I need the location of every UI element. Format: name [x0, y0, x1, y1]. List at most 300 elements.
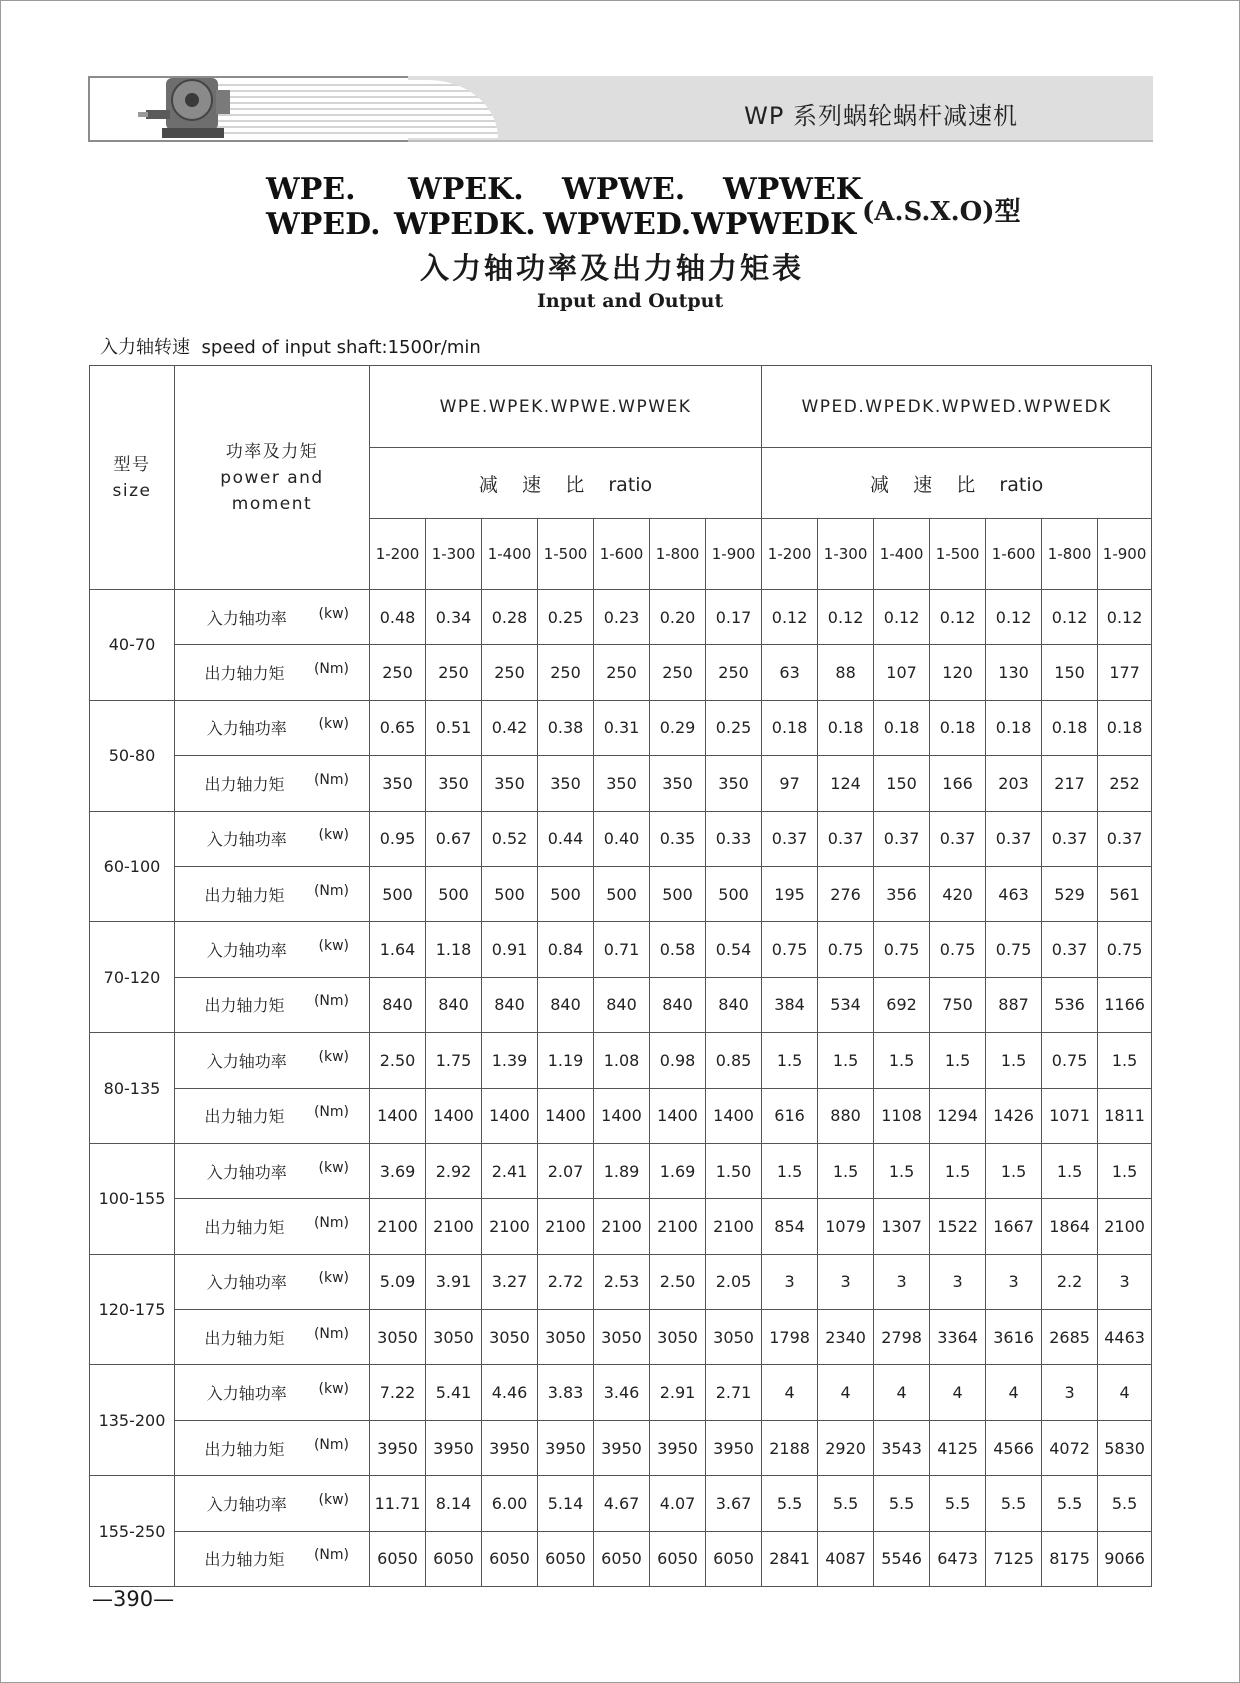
power-value-cell: 3 — [874, 1254, 930, 1309]
torque-value-cell: 3050 — [482, 1310, 538, 1365]
input-speed-note: 入力轴转速 speed of input shaft:1500r/min — [100, 337, 481, 358]
ratio-header-cell: 1-600 — [594, 519, 650, 590]
power-value-cell: 0.12 — [762, 590, 818, 645]
torque-value-cell: 250 — [426, 645, 482, 700]
torque-value-cell: 2100 — [370, 1199, 426, 1254]
output-torque-label — [175, 1199, 370, 1254]
input-power-label — [175, 1365, 370, 1420]
torque-value-cell: 1400 — [370, 1088, 426, 1143]
power-value-cell: 0.28 — [482, 590, 538, 645]
torque-value-cell: 2100 — [706, 1199, 762, 1254]
power-value-cell: 0.84 — [538, 922, 594, 977]
power-value-cell: 3.27 — [482, 1254, 538, 1309]
table-row — [90, 700, 1152, 755]
power-value-cell: 0.18 — [1042, 700, 1098, 755]
power-value-cell: 4.46 — [482, 1365, 538, 1420]
torque-value-cell: 1166 — [1098, 977, 1152, 1032]
size-cell: 155-250 — [90, 1476, 175, 1587]
torque-value-cell: 107 — [874, 645, 930, 700]
unit-label: (kw) — [318, 938, 349, 955]
unit-label: (Nm) — [313, 882, 349, 899]
title-suffix: (A.S.X.O)型 — [862, 197, 1021, 227]
power-value-cell: 1.69 — [650, 1143, 706, 1198]
torque-value-cell: 350 — [370, 756, 426, 811]
power-value-cell: 0.18 — [762, 700, 818, 755]
power-value-cell: 1.5 — [762, 1143, 818, 1198]
row-label-text: 出力轴力矩 — [204, 664, 285, 684]
torque-value-cell: 536 — [1042, 977, 1098, 1032]
table-row — [90, 1420, 1152, 1475]
power-value-cell: 0.12 — [1042, 590, 1098, 645]
unit-label: (Nm) — [313, 993, 349, 1010]
torque-value-cell: 250 — [706, 645, 762, 700]
power-value-cell: 4.07 — [650, 1476, 706, 1531]
power-value-cell: 0.48 — [370, 590, 426, 645]
torque-value-cell: 2100 — [426, 1199, 482, 1254]
power-value-cell: 8.14 — [426, 1476, 482, 1531]
torque-value-cell: 616 — [762, 1088, 818, 1143]
power-value-cell: 3 — [1042, 1365, 1098, 1420]
ratio-header-cell: 1-800 — [650, 519, 706, 590]
gearbox-product-image — [138, 64, 248, 144]
power-value-cell: 5.5 — [930, 1476, 986, 1531]
input-power-label — [175, 922, 370, 977]
torque-value-cell: 3950 — [706, 1420, 762, 1475]
torque-value-cell: 3950 — [370, 1420, 426, 1475]
power-value-cell: 3.83 — [538, 1365, 594, 1420]
torque-value-cell: 250 — [538, 645, 594, 700]
torque-value-cell: 500 — [370, 866, 426, 921]
torque-value-cell: 250 — [370, 645, 426, 700]
power-value-cell: 5.5 — [818, 1476, 874, 1531]
torque-value-cell: 1400 — [482, 1088, 538, 1143]
torque-value-cell: 5830 — [1098, 1420, 1152, 1475]
power-value-cell: 1.5 — [874, 1143, 930, 1198]
power-value-cell: 2.72 — [538, 1254, 594, 1309]
torque-value-cell: 3050 — [706, 1310, 762, 1365]
torque-value-cell: 1071 — [1042, 1088, 1098, 1143]
power-value-cell: 0.65 — [370, 700, 426, 755]
torque-value-cell: 350 — [706, 756, 762, 811]
power-value-cell: 4 — [1098, 1365, 1152, 1420]
power-value-cell: 0.12 — [1098, 590, 1152, 645]
power-value-cell: 0.37 — [930, 811, 986, 866]
torque-value-cell: 529 — [1042, 866, 1098, 921]
torque-value-cell: 250 — [482, 645, 538, 700]
ratio-header-cell: 1-400 — [482, 519, 538, 590]
torque-value-cell: 1798 — [762, 1310, 818, 1365]
torque-value-cell: 1864 — [1042, 1199, 1098, 1254]
english-title: Input and Output — [537, 290, 724, 312]
torque-value-cell: 2920 — [818, 1420, 874, 1475]
power-value-cell: 5.5 — [874, 1476, 930, 1531]
power-value-cell: 0.75 — [986, 922, 1042, 977]
ratio-header-cell: 1-500 — [538, 519, 594, 590]
torque-value-cell: 692 — [874, 977, 930, 1032]
power-value-cell: 0.25 — [706, 700, 762, 755]
unit-label: (kw) — [318, 1048, 349, 1065]
power-value-cell: 3 — [1098, 1254, 1152, 1309]
torque-value-cell: 3050 — [426, 1310, 482, 1365]
row-label-text: 出力轴力矩 — [204, 1217, 285, 1237]
torque-value-cell: 350 — [426, 756, 482, 811]
power-value-cell: 1.18 — [426, 922, 482, 977]
torque-value-cell: 840 — [706, 977, 762, 1032]
torque-value-cell: 500 — [482, 866, 538, 921]
power-value-cell: 1.50 — [706, 1143, 762, 1198]
table-row — [90, 1088, 1152, 1143]
title-wpwe: WPWE. — [562, 172, 686, 207]
table-row — [90, 811, 1152, 866]
power-value-cell: 0.75 — [1042, 1033, 1098, 1088]
torque-value-cell: 500 — [426, 866, 482, 921]
torque-value-cell: 203 — [986, 756, 1042, 811]
ratio-header-cell: 1-800 — [1042, 519, 1098, 590]
output-torque-label — [175, 1531, 370, 1586]
input-power-label — [175, 1143, 370, 1198]
torque-value-cell: 5546 — [874, 1531, 930, 1586]
power-value-cell: 3.67 — [706, 1476, 762, 1531]
power-value-cell: 5.41 — [426, 1365, 482, 1420]
power-value-cell: 1.5 — [986, 1033, 1042, 1088]
torque-value-cell: 500 — [538, 866, 594, 921]
unit-label: (Nm) — [313, 661, 349, 678]
power-value-cell: 0.37 — [1042, 811, 1098, 866]
power-value-cell: 0.75 — [818, 922, 874, 977]
torque-value-cell: 1108 — [874, 1088, 930, 1143]
table-row — [90, 866, 1152, 921]
power-value-cell: 1.5 — [818, 1143, 874, 1198]
torque-value-cell: 4125 — [930, 1420, 986, 1475]
power-value-cell: 2.92 — [426, 1143, 482, 1198]
torque-value-cell: 2100 — [538, 1199, 594, 1254]
torque-value-cell: 1294 — [930, 1088, 986, 1143]
power-value-cell: 4 — [818, 1365, 874, 1420]
power-value-cell: 1.5 — [930, 1143, 986, 1198]
torque-value-cell: 130 — [986, 645, 1042, 700]
power-value-cell: 1.5 — [1042, 1143, 1098, 1198]
output-torque-label — [175, 645, 370, 700]
table-row — [90, 1476, 1152, 1531]
ratio-header-cell: 1-200 — [370, 519, 426, 590]
ratio-header-cell: 1-900 — [1098, 519, 1152, 590]
torque-value-cell: 840 — [594, 977, 650, 1032]
torque-value-cell: 6473 — [930, 1531, 986, 1586]
row-label-text: 出力轴力矩 — [204, 1550, 285, 1570]
ratio-label-a: 减 速 比 ratio — [370, 448, 762, 519]
power-value-cell: 3 — [818, 1254, 874, 1309]
input-power-label — [175, 700, 370, 755]
power-moment-header — [175, 366, 370, 590]
title-wpek: WPEK. — [408, 172, 524, 207]
torque-value-cell: 840 — [482, 977, 538, 1032]
size-header-en: size — [112, 480, 152, 501]
input-power-label — [175, 590, 370, 645]
table-row — [90, 922, 1152, 977]
power-value-cell: 0.40 — [594, 811, 650, 866]
torque-value-cell: 2188 — [762, 1420, 818, 1475]
torque-value-cell: 350 — [594, 756, 650, 811]
torque-value-cell: 1426 — [986, 1088, 1042, 1143]
power-value-cell: 0.91 — [482, 922, 538, 977]
power-value-cell: 1.5 — [930, 1033, 986, 1088]
unit-label: (kw) — [318, 1381, 349, 1398]
torque-value-cell: 463 — [986, 866, 1042, 921]
power-value-cell: 0.12 — [930, 590, 986, 645]
torque-value-cell: 2798 — [874, 1310, 930, 1365]
power-value-cell: 0.85 — [706, 1033, 762, 1088]
torque-value-cell: 840 — [370, 977, 426, 1032]
torque-value-cell: 1400 — [650, 1088, 706, 1143]
power-value-cell: 1.5 — [874, 1033, 930, 1088]
torque-value-cell: 1667 — [986, 1199, 1042, 1254]
torque-value-cell: 150 — [1042, 645, 1098, 700]
torque-value-cell: 3950 — [594, 1420, 650, 1475]
power-value-cell: 6.00 — [482, 1476, 538, 1531]
power-value-cell: 0.51 — [426, 700, 482, 755]
torque-value-cell: 6050 — [426, 1531, 482, 1586]
unit-label: (kw) — [318, 605, 349, 622]
power-value-cell: 0.75 — [1098, 922, 1152, 977]
power-value-cell: 0.18 — [874, 700, 930, 755]
power-value-cell: 3 — [930, 1254, 986, 1309]
group-b-header: WPED.WPEDK.WPWED.WPWEDK — [762, 366, 1152, 448]
power-value-cell: 4 — [762, 1365, 818, 1420]
torque-value-cell: 384 — [762, 977, 818, 1032]
page-number: —390— — [92, 1587, 175, 1611]
torque-value-cell: 3050 — [650, 1310, 706, 1365]
torque-value-cell: 420 — [930, 866, 986, 921]
torque-value-cell: 3364 — [930, 1310, 986, 1365]
power-value-cell: 1.5 — [1098, 1143, 1152, 1198]
torque-value-cell: 880 — [818, 1088, 874, 1143]
power-value-cell: 2.53 — [594, 1254, 650, 1309]
power-value-cell: 4 — [930, 1365, 986, 1420]
power-value-cell: 0.37 — [874, 811, 930, 866]
power-value-cell: 0.42 — [482, 700, 538, 755]
power-value-cell: 0.20 — [650, 590, 706, 645]
torque-value-cell: 561 — [1098, 866, 1152, 921]
unit-label: (kw) — [318, 827, 349, 844]
row-label-text: 入力轴功率 — [206, 1162, 287, 1182]
size-header — [90, 366, 175, 590]
torque-value-cell: 2100 — [594, 1199, 650, 1254]
output-torque-label — [175, 866, 370, 921]
power-value-cell: 0.12 — [874, 590, 930, 645]
power-value-cell: 5.5 — [986, 1476, 1042, 1531]
power-value-cell: 1.5 — [1098, 1033, 1152, 1088]
row-label-text: 入力轴功率 — [206, 1273, 287, 1293]
power-value-cell: 1.19 — [538, 1033, 594, 1088]
power-value-cell: 0.71 — [594, 922, 650, 977]
input-power-label — [175, 1254, 370, 1309]
torque-value-cell: 6050 — [482, 1531, 538, 1586]
row-label-text: 入力轴功率 — [206, 719, 287, 739]
torque-value-cell: 250 — [650, 645, 706, 700]
torque-value-cell: 3950 — [482, 1420, 538, 1475]
power-value-cell: 0.37 — [818, 811, 874, 866]
power-value-cell: 0.34 — [426, 590, 482, 645]
row-label-text: 出力轴力矩 — [204, 1439, 285, 1459]
torque-value-cell: 1811 — [1098, 1088, 1152, 1143]
power-value-cell: 2.71 — [706, 1365, 762, 1420]
power-value-cell: 0.18 — [1098, 700, 1152, 755]
input-power-label — [175, 1033, 370, 1088]
ratio-header-cell: 1-400 — [874, 519, 930, 590]
power-value-cell: 3.91 — [426, 1254, 482, 1309]
title-wped: WPED. — [266, 207, 381, 242]
power-value-cell: 1.75 — [426, 1033, 482, 1088]
power-value-cell: 0.31 — [594, 700, 650, 755]
table-row — [90, 590, 1152, 645]
table-row — [90, 977, 1152, 1032]
torque-value-cell: 6050 — [538, 1531, 594, 1586]
size-cell: 40-70 — [90, 590, 175, 701]
torque-value-cell: 534 — [818, 977, 874, 1032]
torque-value-cell: 2841 — [762, 1531, 818, 1586]
torque-value-cell: 887 — [986, 977, 1042, 1032]
power-value-cell: 5.14 — [538, 1476, 594, 1531]
torque-value-cell: 1400 — [538, 1088, 594, 1143]
power-value-cell: 2.2 — [1042, 1254, 1098, 1309]
torque-value-cell: 1522 — [930, 1199, 986, 1254]
table-row — [90, 1033, 1152, 1088]
row-label-text: 出力轴力矩 — [204, 1107, 285, 1127]
power-value-cell: 0.58 — [650, 922, 706, 977]
power-value-cell: 5.5 — [1098, 1476, 1152, 1531]
torque-value-cell: 3950 — [650, 1420, 706, 1475]
ratio-header-cell: 1-600 — [986, 519, 1042, 590]
power-value-cell: 0.37 — [1042, 922, 1098, 977]
power-value-cell: 0.12 — [986, 590, 1042, 645]
torque-value-cell: 1307 — [874, 1199, 930, 1254]
row-label-text: 入力轴功率 — [206, 1051, 287, 1071]
torque-value-cell: 350 — [482, 756, 538, 811]
row-label-text: 出力轴力矩 — [204, 885, 285, 905]
torque-value-cell: 1400 — [594, 1088, 650, 1143]
torque-value-cell: 2340 — [818, 1310, 874, 1365]
power-value-cell: 0.75 — [874, 922, 930, 977]
power-value-cell: 7.22 — [370, 1365, 426, 1420]
pm-header-en1: power and — [220, 467, 324, 488]
power-value-cell: 0.38 — [538, 700, 594, 755]
ratio-header-cell: 1-300 — [818, 519, 874, 590]
power-value-cell: 0.95 — [370, 811, 426, 866]
title-wpwek: WPWEK — [723, 172, 862, 207]
torque-value-cell: 97 — [762, 756, 818, 811]
output-torque-label — [175, 756, 370, 811]
power-value-cell: 0.37 — [1098, 811, 1152, 866]
power-value-cell: 2.91 — [650, 1365, 706, 1420]
power-value-cell: 11.71 — [370, 1476, 426, 1531]
chinese-title: 入力轴功率及出力轴力矩表 — [420, 251, 805, 285]
torque-value-cell: 88 — [818, 645, 874, 700]
power-value-cell: 0.44 — [538, 811, 594, 866]
torque-value-cell: 4566 — [986, 1420, 1042, 1475]
banner-title: WP 系列蜗轮蜗杆减速机 — [744, 102, 1018, 130]
table-body — [90, 590, 1152, 1587]
size-cell: 70-120 — [90, 922, 175, 1033]
torque-value-cell: 1400 — [426, 1088, 482, 1143]
torque-value-cell: 3050 — [538, 1310, 594, 1365]
power-value-cell: 0.67 — [426, 811, 482, 866]
row-label-text: 入力轴功率 — [206, 1494, 287, 1514]
torque-value-cell: 750 — [930, 977, 986, 1032]
power-value-cell: 0.37 — [762, 811, 818, 866]
torque-value-cell: 150 — [874, 756, 930, 811]
ratio-header-cell: 1-300 — [426, 519, 482, 590]
torque-value-cell: 9066 — [1098, 1531, 1152, 1586]
power-value-cell: 5.5 — [762, 1476, 818, 1531]
unit-label: (Nm) — [313, 1104, 349, 1121]
ratio-header-cell: 1-200 — [762, 519, 818, 590]
power-value-cell: 2.50 — [370, 1033, 426, 1088]
power-value-cell: 5.09 — [370, 1254, 426, 1309]
unit-label: (Nm) — [313, 1325, 349, 1342]
torque-value-cell: 124 — [818, 756, 874, 811]
torque-value-cell: 2100 — [482, 1199, 538, 1254]
row-label-text: 入力轴功率 — [206, 608, 287, 628]
power-value-cell: 2.41 — [482, 1143, 538, 1198]
power-value-cell: 1.5 — [986, 1143, 1042, 1198]
power-value-cell: 0.33 — [706, 811, 762, 866]
ratio-header-cell: 1-500 — [930, 519, 986, 590]
power-value-cell: 0.37 — [986, 811, 1042, 866]
table-row — [90, 1199, 1152, 1254]
torque-value-cell: 217 — [1042, 756, 1098, 811]
torque-value-cell: 3050 — [370, 1310, 426, 1365]
size-cell: 100-155 — [90, 1143, 175, 1254]
row-label-text: 入力轴功率 — [206, 830, 287, 850]
torque-value-cell: 4072 — [1042, 1420, 1098, 1475]
torque-value-cell: 2100 — [650, 1199, 706, 1254]
torque-value-cell: 356 — [874, 866, 930, 921]
power-value-cell: 2.05 — [706, 1254, 762, 1309]
torque-value-cell: 840 — [426, 977, 482, 1032]
torque-value-cell: 177 — [1098, 645, 1152, 700]
power-value-cell: 2.50 — [650, 1254, 706, 1309]
power-value-cell: 0.23 — [594, 590, 650, 645]
power-value-cell: 1.89 — [594, 1143, 650, 1198]
row-label-text: 入力轴功率 — [206, 1384, 287, 1404]
torque-value-cell: 3616 — [986, 1310, 1042, 1365]
table-row — [90, 1365, 1152, 1420]
power-value-cell: 0.17 — [706, 590, 762, 645]
group-a-header: WPE.WPEK.WPWE.WPWEK — [370, 366, 762, 448]
torque-value-cell: 120 — [930, 645, 986, 700]
table-row — [90, 1143, 1152, 1198]
unit-label: (kw) — [318, 716, 349, 733]
torque-value-cell: 854 — [762, 1199, 818, 1254]
torque-value-cell: 500 — [650, 866, 706, 921]
unit-label: (kw) — [318, 1270, 349, 1287]
power-value-cell: 1.5 — [818, 1033, 874, 1088]
torque-value-cell: 63 — [762, 645, 818, 700]
table-row — [90, 756, 1152, 811]
power-value-cell: 0.52 — [482, 811, 538, 866]
unit-label: (kw) — [318, 1159, 349, 1176]
torque-value-cell: 3543 — [874, 1420, 930, 1475]
size-cell: 120-175 — [90, 1254, 175, 1365]
torque-value-cell: 276 — [818, 866, 874, 921]
torque-value-cell: 500 — [706, 866, 762, 921]
power-value-cell: 0.98 — [650, 1033, 706, 1088]
unit-label: (kw) — [318, 1491, 349, 1508]
size-cell: 80-135 — [90, 1033, 175, 1144]
torque-value-cell: 6050 — [706, 1531, 762, 1586]
torque-value-cell: 4463 — [1098, 1310, 1152, 1365]
power-value-cell: 0.75 — [762, 922, 818, 977]
